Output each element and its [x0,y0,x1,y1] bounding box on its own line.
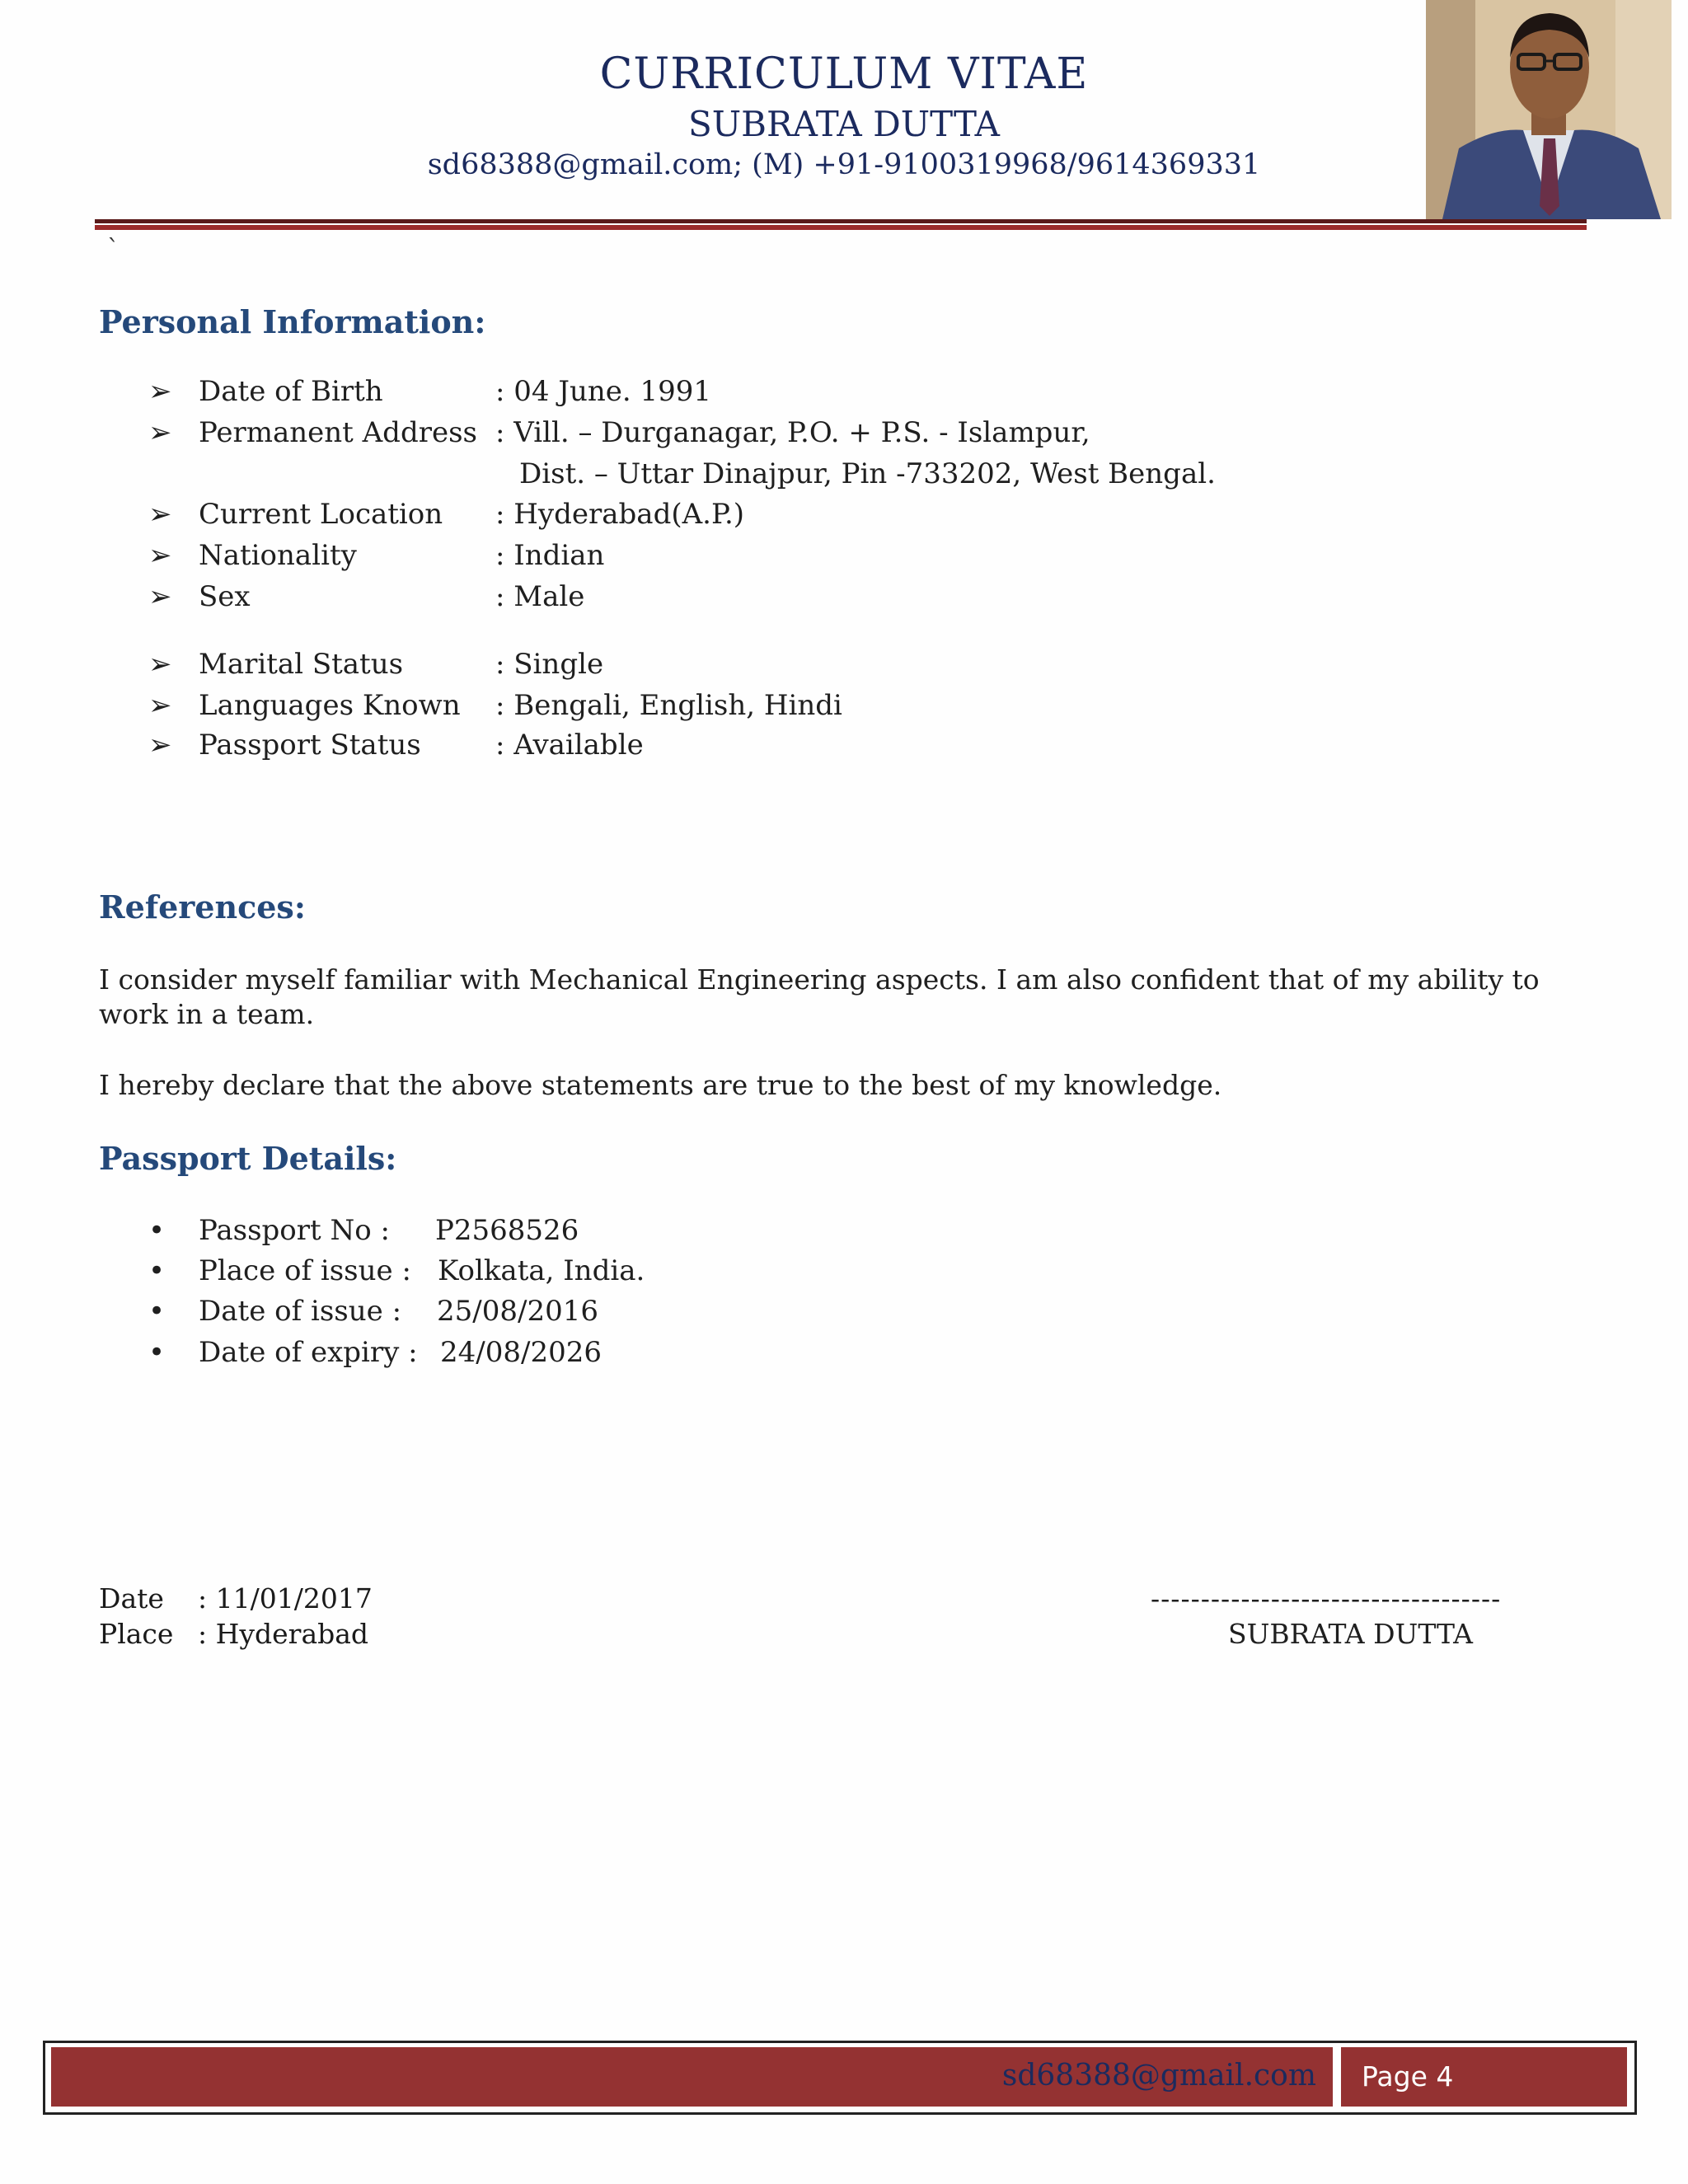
arrow-bullet-icon: ➢ [148,375,172,408]
info-value: : Bengali, English, Hindi [495,689,842,722]
passport-row-expiry-date [148,1336,1137,1377]
passport-value: 24/08/2026 [440,1336,602,1369]
personal-info-heading: Personal Information: [99,303,486,340]
info-row-nationality [148,539,1550,580]
info-value: : Available [495,729,644,762]
info-label: Nationality [199,539,357,572]
info-label: Marital Status [199,648,404,681]
references-paragraph: I consider myself familiar with Mechanical Engineering aspects. I am also confident that of my ability to work in a team. [99,963,1540,1030]
dot-bullet-icon: • [148,1295,166,1328]
document-title: CURRICULUM VITAE [599,49,1089,99]
passport-label: Date of issue : [199,1295,402,1328]
passport-details-heading: Passport Details: [99,1140,397,1177]
date-label: Date [99,1582,164,1615]
arrow-bullet-icon: ➢ [148,580,172,613]
passport-row-issue-date [148,1295,1137,1336]
contact-line: sd68388@gmail.com; (M) +91-9100319968/9614369331 [427,148,1261,181]
passport-row-number [148,1214,1137,1255]
info-row-address-line2 [148,457,1550,499]
dot-bullet-icon: • [148,1254,166,1287]
info-label: Permanent Address [199,416,477,449]
info-value: : Indian [495,539,605,572]
info-label: Current Location [199,498,443,531]
profile-photo [1426,0,1672,219]
date-value: : 11/01/2017 [198,1582,373,1615]
info-label: Sex [199,580,251,613]
references-heading: References: [99,888,306,926]
passport-row-place [148,1254,1137,1296]
declaration-paragraph: I hereby declare that the above statements are true to the best of my knowledge. [99,1069,1222,1101]
arrow-bullet-icon: ➢ [148,539,172,572]
arrow-bullet-icon: ➢ [148,416,172,449]
dot-bullet-icon: • [148,1214,166,1247]
page-number: Page 4 [1362,2060,1454,2093]
header-divider [95,219,1587,223]
passport-label: Passport No : [199,1214,390,1247]
info-row-address [148,416,1550,457]
info-value: : 04 June. 1991 [495,375,712,408]
passport-value: P2568526 [435,1214,579,1247]
arrow-bullet-icon: ➢ [148,729,172,762]
passport-value: Kolkata, India. [438,1254,645,1287]
place-label: Place [99,1618,174,1650]
stray-mark: ` [107,235,120,264]
info-row-passport-status [148,729,1550,770]
passport-value: 25/08/2016 [437,1295,598,1328]
info-row-dob [148,375,1550,416]
header-divider-accent [95,225,1587,230]
signature-line: ----------------------------------- [1151,1582,1502,1615]
info-value: : Male [495,580,585,613]
info-row-location [148,498,1550,539]
info-value: : Hyderabad(A.P.) [495,498,745,531]
info-label: Languages Known [199,689,461,722]
info-row-marital [148,648,1550,689]
info-row-sex [148,580,1550,621]
info-value: : Single [495,648,604,681]
info-row-languages [148,689,1550,730]
dot-bullet-icon: • [148,1336,166,1369]
info-value: : Vill. – Durganagar, P.O. + P.S. - Islampur, [495,416,1090,449]
arrow-bullet-icon: ➢ [148,648,172,681]
info-label: Passport Status [199,729,421,762]
signature-name: SUBRATA DUTTA [1228,1618,1473,1650]
place-value: : Hyderabad [198,1618,369,1650]
footer-email: sd68388@gmail.com [1001,2059,1316,2093]
passport-label: Place of issue : [199,1254,411,1287]
info-value: Dist. – Uttar Dinajpur, Pin -733202, West Bengal. [519,457,1216,490]
passport-label: Date of expiry : [199,1336,418,1369]
candidate-name: SUBRATA DUTTA [688,104,1000,144]
info-label: Date of Birth [199,375,383,408]
arrow-bullet-icon: ➢ [148,498,172,531]
arrow-bullet-icon: ➢ [148,689,172,722]
